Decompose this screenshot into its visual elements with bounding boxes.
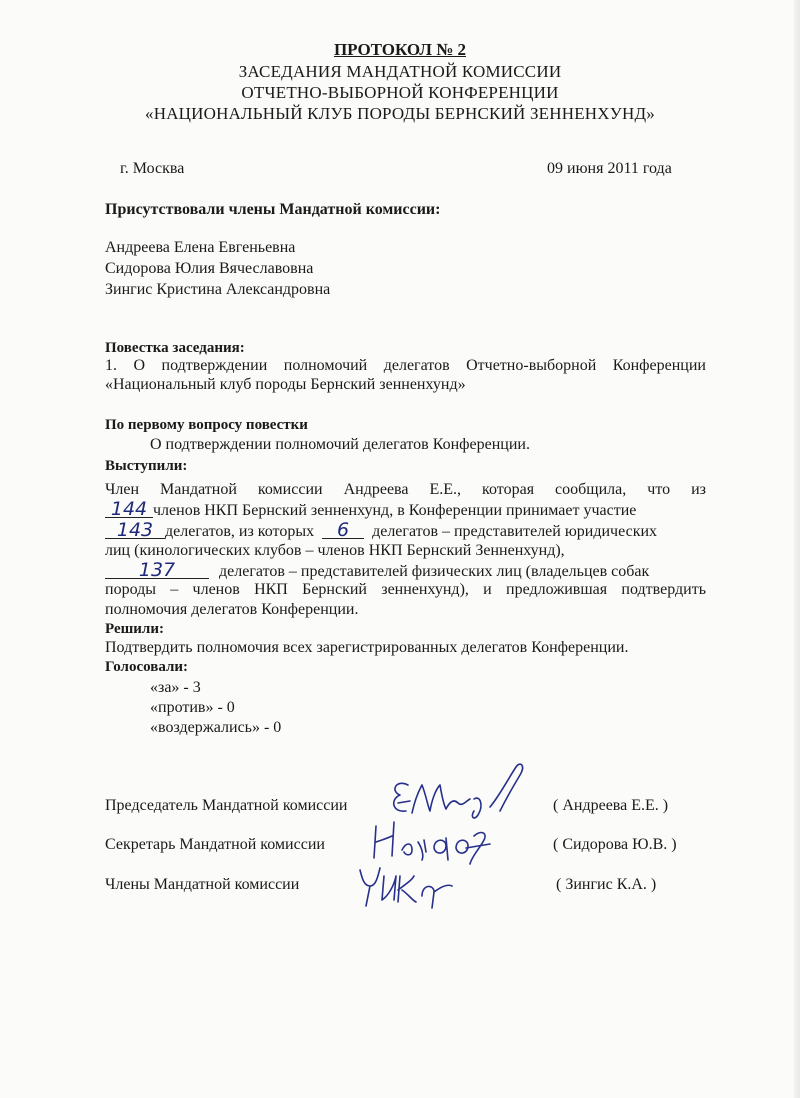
first-question-subject: О подтверждении полномочий делегатов Конференции. [150, 436, 530, 453]
spoke-heading: Выступили: [105, 458, 188, 474]
spoke-line-5-text: делегатов – представителей физических лиц (владельцев собак [219, 563, 650, 580]
spoke-line-3-mid: делегатов, из которых [165, 523, 315, 540]
handwritten-delegates-total: 143 [105, 522, 165, 539]
voting-heading: Голосовали: [105, 659, 189, 675]
spoke-line-4: лиц (кинологических клубов – членов НКП Бернский Зенненхунд), [105, 542, 565, 559]
handwritten-members-total: 144 [105, 501, 153, 518]
secretary-role: Секретарь Мандатной комиссии [105, 836, 325, 853]
place: г. Москва [120, 160, 185, 177]
vote-for: «за» - 3 [150, 679, 201, 696]
protocol-title: ПРОТОКОЛ № 2 [333, 40, 467, 59]
date: 09 июня 2011 года [547, 160, 672, 177]
spoke-line-2 [105, 498, 706, 520]
present-heading: Присутствовали члены Мандатной комиссии: [105, 201, 441, 218]
vote-against: «против» - 0 [150, 699, 235, 716]
scan-edge [794, 0, 800, 1098]
member-name: Андреева Елена Евгеньевна [105, 239, 296, 256]
secretary-name: ( Сидорова Ю.В. ) [553, 836, 677, 853]
agenda-item-line-2: «Национальный клуб породы Бернский зенненхунд» [105, 376, 466, 393]
spoke-line-1: Член Мандатной комиссии Андреева Е.Е., которая сообщила, что из [105, 481, 706, 498]
spoke-line-2-text: членов НКП Бернский зенненхунд, в Конференции принимает участие [153, 502, 637, 519]
chairman-name: ( Андреева Е.Е. ) [553, 797, 669, 814]
members-name: ( Зингис К.А. ) [556, 876, 657, 893]
member-name: Сидорова Юлия Вячеславовна [105, 260, 314, 277]
first-question-heading: По первому вопросу повестки [105, 417, 308, 433]
spoke-line-7: полномочия делегатов Конференции. [105, 601, 359, 618]
members-role: Члены Мандатной комиссии [105, 876, 300, 893]
spoke-line-3-end: делегатов – представителей юридических [372, 523, 658, 540]
chairman-role: Председатель Мандатной комиссии [105, 797, 348, 814]
handwritten-physical-delegates: 137 [105, 562, 209, 579]
spoke-line-5 [105, 559, 706, 581]
protocol-subtitle-line-3: «НАЦИОНАЛЬНЫЙ КЛУБ ПОРОДЫ БЕРНСКИЙ ЗЕННЕНХУНД» [145, 104, 655, 123]
decided-text: Подтвердить полномочия всех зарегистрированных делегатов Конференции. [105, 639, 629, 656]
spoke-line-6: породы – членов НКП Бернский зенненхунд), и предложившая подтвердить [105, 581, 706, 598]
decided-heading: Решили: [105, 621, 164, 637]
members-signature [352, 856, 472, 912]
vote-abstained: «воздержались» - 0 [150, 719, 282, 736]
agenda-heading: Повестка заседания: [105, 340, 245, 356]
handwritten-legal-delegates: 6 [322, 522, 364, 539]
protocol-subtitle-line-2: ОТЧЕТНО-ВЫБОРНОЙ КОНФЕРЕНЦИИ [241, 83, 559, 102]
protocol-subtitle-line-1: ЗАСЕДАНИЯ МАНДАТНОЙ КОМИССИИ [238, 62, 562, 81]
spoke-line-3 [105, 519, 706, 541]
agenda-item-line-1: 1. О подтверждении полномочий делегатов Отчетно-выборной Конференции [105, 357, 706, 374]
member-name: Зингис Кристина Александровна [105, 281, 331, 298]
